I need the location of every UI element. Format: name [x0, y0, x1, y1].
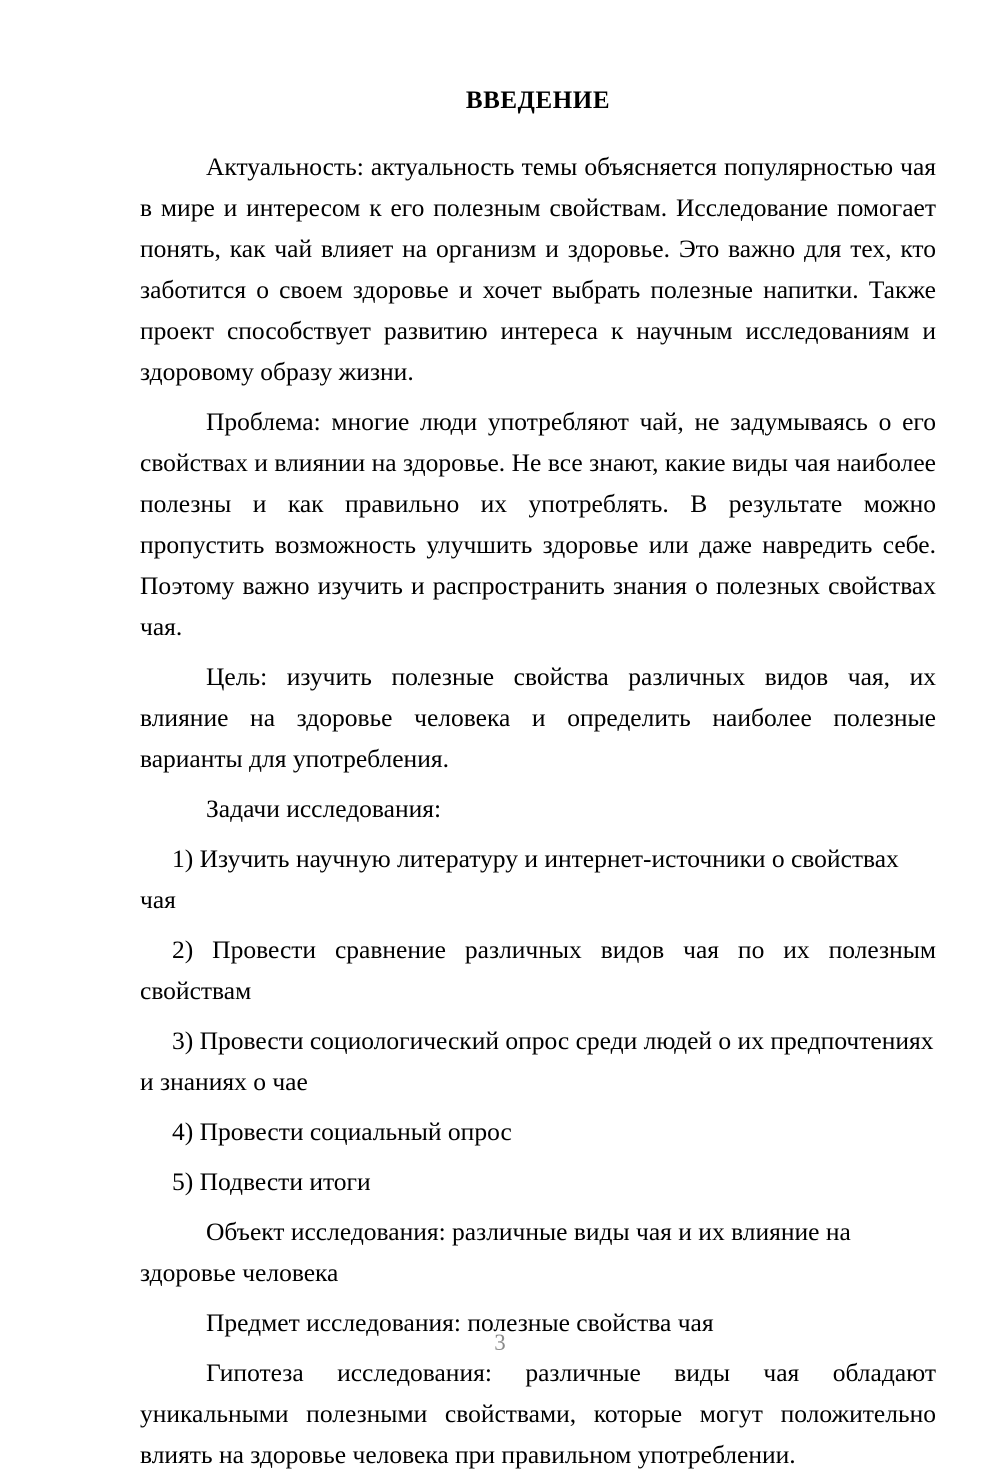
list-item: 3) Провести социологический опрос среди людей о их предпочтениях и знаниях о чае [140, 1026, 934, 1096]
list-item: 2) Провести сравнение различных видов чая по их полезным свойствам [140, 935, 936, 1005]
page-title: ВВЕДЕНИЕ [465, 87, 611, 114]
tasks-heading: Задачи исследования: [206, 794, 442, 823]
list-item: 5) Подвести итоги [172, 1167, 371, 1196]
paragraph-subject: Предмет исследования: полезные свойства чая [206, 1308, 714, 1337]
list-item: 4) Провести социальный опрос [172, 1117, 512, 1146]
document-body [140, 86, 936, 1484]
page-number: 3 [494, 1330, 506, 1355]
paragraph-relevance: Актуальность: актуальность темы объясняется популярностью чая в мире и интересом к его полезным свойствам. Исследование помогает понять, как чай влияет на организм и здоровье. Это важно для тех, кто заботится о своем здоровье и хочет выбрать полезные напитки. Также проект способствует развитию интереса к научным исследованиям и здоровому образу жизни. [140, 152, 936, 386]
paragraph-problem: Проблема: многие люди употребляют чай, не задумываясь о его свойствах и влиянии на здоровье. Не все знают, какие виды чая наиболее полезны и как правильно их употреблять. В результате можно пропустить возможность улучшить здоровье или даже навредить себе. Поэтому важно изучить и распространить знания о полезных свойствах чая. [140, 407, 936, 641]
list-item: 1) Изучить научную литературу и интернет-источники о свойствах чая [140, 844, 899, 914]
paragraph-goal: Цель: изучить полезные свойства различных видов чая, их влияние на здоровье человека и определить наиболее полезные варианты для употребления. [140, 662, 936, 773]
paragraph-hypothesis: Гипотеза исследования: различные виды чая обладают уникальными полезными свойствами, которые могут положительно влиять на здоровье человека при правильном употреблении. [140, 1358, 936, 1469]
paragraph-object: Объект исследования: различные виды чая и их влияние на здоровье человека [140, 1217, 851, 1287]
